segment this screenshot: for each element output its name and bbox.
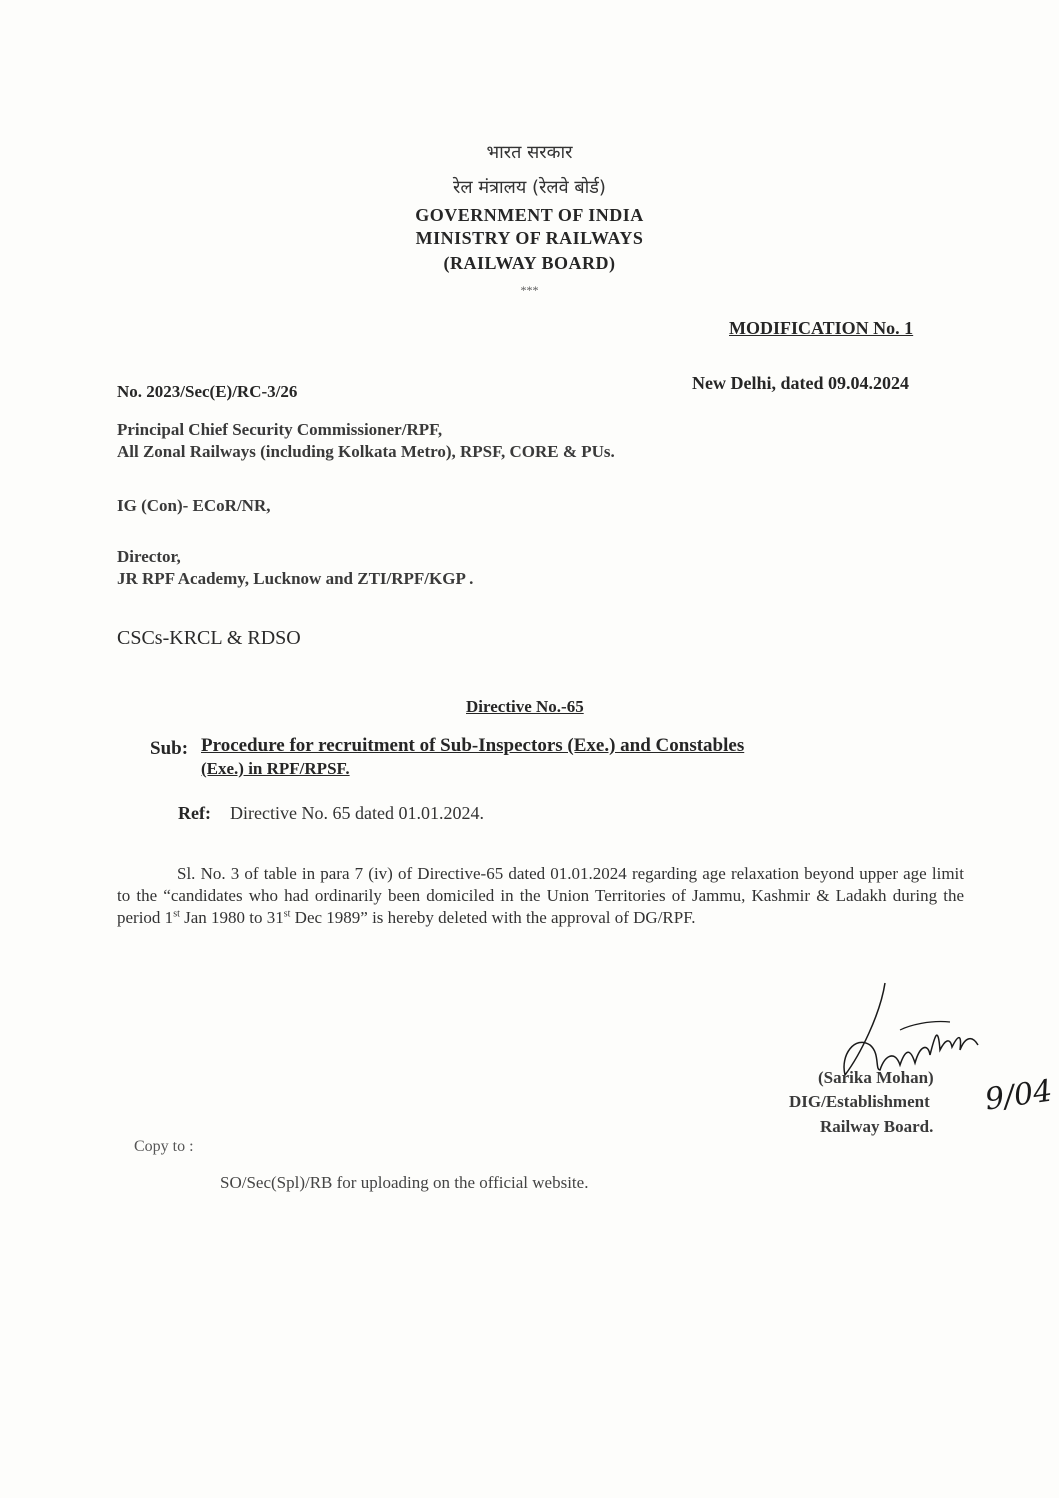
addressee-3-line2: JR RPF Academy, Lucknow and ZTI/RPF/KGP . <box>117 569 474 588</box>
body-sup-2: st <box>283 908 291 920</box>
addressee-1-line2: All Zonal Railways (including Kolkata Metro), RPSF, CORE & PUs. <box>117 442 615 461</box>
ref-text: Directive No. 65 dated 01.01.2024. <box>230 803 484 823</box>
directive-title: Directive No.-65 <box>466 697 584 716</box>
copy-text: SO/Sec(Spl)/RB for uploading on the official website. <box>220 1173 589 1192</box>
subject-line2: (Exe.) in RPF/RPSF. <box>201 759 350 778</box>
addressee-4: CSCs-KRCL & RDSO <box>117 627 301 649</box>
body-sup-1: st <box>173 908 180 920</box>
signature-handwritten-date: 9/04 <box>982 1073 1055 1118</box>
subject-label: Sub: <box>150 738 189 759</box>
header-government: GOVERNMENT OF INDIA <box>415 205 644 225</box>
copy-label: Copy to : <box>134 1138 194 1155</box>
header-board: (RAILWAY BOARD) <box>443 253 616 273</box>
letter-number: No. 2023/Sec(E)/RC-3/26 <box>117 382 298 401</box>
signatory-designation: DIG/Establishment <box>789 1092 930 1111</box>
header-stars: *** <box>520 283 539 297</box>
subject-line1: Procedure for recruitment of Sub-Inspectors (Exe.) and Constables <box>201 735 745 756</box>
place-date: New Delhi, dated 09.04.2024 <box>692 373 909 393</box>
body-text-2: Jan 1980 to 31 <box>179 908 284 927</box>
header-ministry: MINISTRY OF RAILWAYS <box>415 228 644 248</box>
modification-title: MODIFICATION No. 1 <box>729 318 914 338</box>
body-paragraph <box>117 863 964 929</box>
addressee-1-line1: Principal Chief Security Commissioner/RPF, <box>117 420 443 439</box>
ref-label: Ref: <box>178 803 211 823</box>
body-text-3: Dec 1989” is hereby deleted with the approval of DG/RPF. <box>290 908 696 927</box>
header-hindi-line2: रेल मंत्रालय (रेलवे बोर्ड) <box>453 177 606 198</box>
header-hindi-line1: भारत सरकार <box>486 142 573 163</box>
signatory-name: (Sarika Mohan) <box>818 1068 934 1087</box>
addressee-2: IG (Con)- ECoR/NR, <box>117 496 271 515</box>
signatory-office: Railway Board. <box>820 1117 934 1136</box>
addressee-3-line1: Director, <box>117 547 181 566</box>
body-text-1: Sl. No. 3 of table in para 7 (iv) of Directive-65 dated 01.01.2024 regarding age relaxation beyond upper age limit to the “candidates who had ordinarily been domiciled in the Union Territories of Jammu, Kashmir & Ladakh during the period 1 <box>117 864 964 927</box>
